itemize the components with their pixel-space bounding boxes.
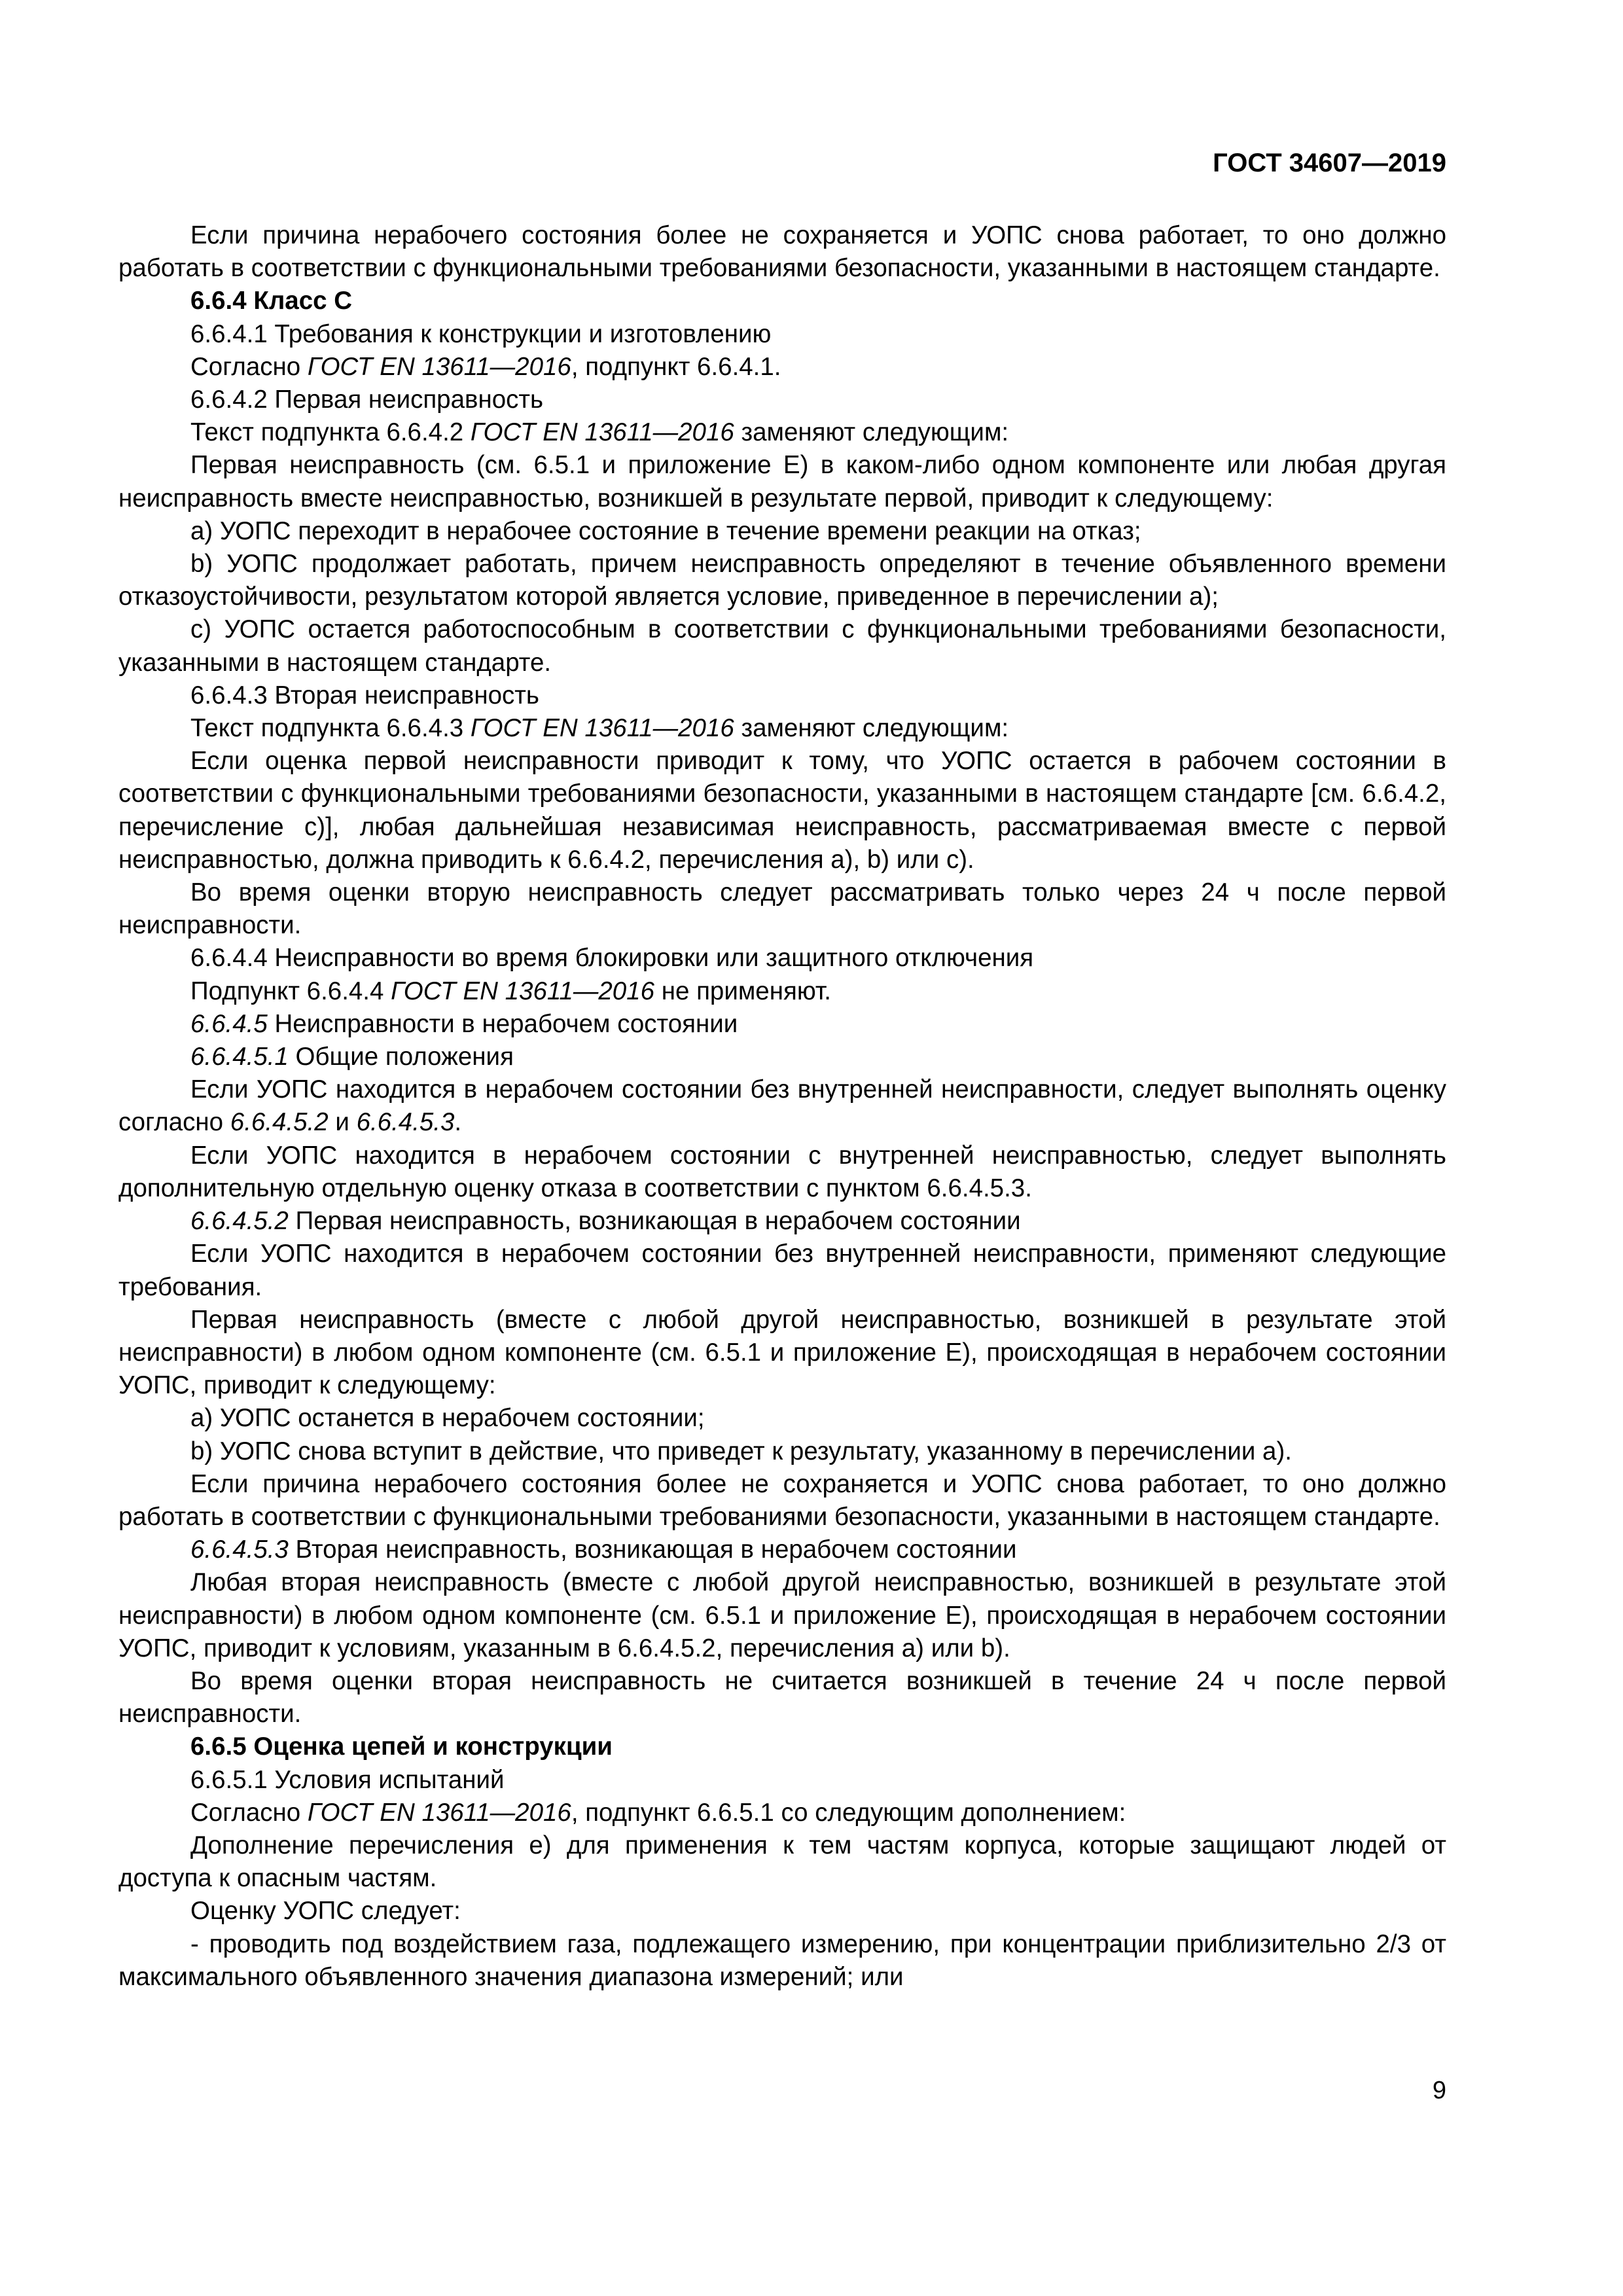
document-body bbox=[118, 219, 1446, 1994]
clause-number: 6.6.4.5.1 bbox=[190, 1043, 289, 1071]
standard-reference: ГОСТ EN 13611—2016 bbox=[307, 1798, 571, 1827]
subsection-title: 6.6.5.1 Условия испытаний bbox=[190, 1765, 505, 1794]
clause-reference: 6.6.4.5.3 bbox=[356, 1108, 455, 1137]
paragraph: Согласно ГОСТ EN 13611—2016, подпункт 6.6.5.1 со следующим дополнением: bbox=[190, 1798, 1126, 1827]
subsection-title: 6.6.4.5 Неисправности в нерабочем состоянии bbox=[190, 1009, 738, 1038]
paragraph: Первая неисправность (см. 6.5.1 и приложение Е) в каком-либо одном компоненте или любая другая неисправность вместе неисправностью, возникшей в результате первой, приводит к следующему: bbox=[118, 451, 1446, 512]
paragraph: Если УОПС находится в нерабочем состоянии с внутренней неисправностью, следует выполнять дополнительную отдельную оценку отказа в соответствии с пунктом 6.6.4.5.3. bbox=[118, 1141, 1446, 1202]
paragraph: Оценку УОПС следует: bbox=[190, 1897, 461, 1926]
standard-reference: ГОСТ EN 13611—2016 bbox=[307, 352, 571, 381]
clause-reference: 6.6.4.5.2 bbox=[230, 1108, 329, 1137]
paragraph: Любая вторая неисправность (вместе с любой другой неисправностью, возникшей в результате этой неисправности) в любом одном компоненте (см. 6.5.1 и приложение Е), происходящая в нерабочем состоянии УОПС, приводит к условиям, указанным в 6.6.4.5.2, перечисления а) или b). bbox=[118, 1568, 1446, 1662]
paragraph: Текст подпункта 6.6.4.2 ГОСТ EN 13611—2016 заменяют следующим: bbox=[190, 418, 1009, 447]
list-item: b) УОПС продолжает работать, причем неисправность определяют в течение объявленного времени отказоустойчивости, результатом которой является условие, приведенное в перечислении а); bbox=[118, 550, 1446, 611]
paragraph: Если УОПС находится в нерабочем состоянии без внутренней неисправности, применяют следующие требования. bbox=[118, 1240, 1446, 1301]
subsection-title: 6.6.4.5.2 Первая неисправность, возникающая в нерабочем состоянии bbox=[190, 1207, 1021, 1236]
clause-number: 6.6.4.5.3 bbox=[190, 1535, 289, 1564]
paragraph: Подпункт 6.6.4.4 ГОСТ EN 13611—2016 не применяют. bbox=[190, 977, 831, 1005]
list-item: b) УОПС снова вступит в действие, что приведет к результату, указанному в перечислении а). bbox=[190, 1437, 1292, 1465]
standard-reference: ГОСТ EN 13611—2016 bbox=[470, 714, 734, 743]
subsection-title: 6.6.4.5.3 Вторая неисправность, возникающая в нерабочем состоянии bbox=[190, 1535, 1017, 1564]
paragraph: Во время оценки вторая неисправность не считается возникшей в течение 24 ч после первой неисправности. bbox=[118, 1666, 1446, 1729]
clause-number: 6.6.4.5.2 bbox=[190, 1207, 289, 1236]
subsection-title: 6.6.4.5.1 Общие положения bbox=[190, 1043, 514, 1071]
paragraph: Текст подпункта 6.6.4.3 ГОСТ EN 13611—2016 заменяют следующим: bbox=[190, 714, 1009, 743]
paragraph: Согласно ГОСТ EN 13611—2016, подпункт 6.6.4.1. bbox=[190, 352, 781, 381]
standard-reference: ГОСТ EN 13611—2016 bbox=[470, 418, 734, 447]
section-heading-6-6-5: 6.6.5 Оценка цепей и конструкции bbox=[190, 1732, 613, 1761]
section-heading-6-6-4: 6.6.4 Класс С bbox=[190, 287, 353, 315]
paragraph: Первая неисправность (вместе с любой другой неисправностью, возникшей в результате этой неисправности) в любом одном компоненте (см. 6.5.1 и приложение Е), происходящая в нерабочем состоянии УОПС, приводит к следующему: bbox=[118, 1305, 1446, 1400]
paragraph: Если оценка первой неисправности приводит к тому, что УОПС остается в рабочем состоянии в соответствии с функциональными требованиями безопасности, указанными в настоящем стандарте [см. 6.6.4.2, перечисление с)], любая дальнейшая независимая неисправность, рассматриваемая вместе с первой неисправностью, должна приводить к 6.6.4.2, перечисления а), b) или с). bbox=[118, 747, 1446, 874]
paragraph: Дополнение перечисления е) для применения к тем частям корпуса, которые защищают людей от доступа к опасным частям. bbox=[118, 1831, 1446, 1893]
subsection-title: 6.6.4.3 Вторая неисправность bbox=[190, 681, 539, 709]
paragraph: Если причина нерабочего состояния более не сохраняется и УОПС снова работает, то оно должно работать в соответствии с функциональными требованиями безопасности, указанными в настоящем стандарте. bbox=[118, 221, 1446, 283]
subsection-title: 6.6.4.1 Требования к конструкции и изготовлению bbox=[190, 319, 772, 348]
paragraph: Во время оценки вторую неисправность следует рассматривать только через 24 ч после первой неисправности. bbox=[118, 878, 1446, 940]
paragraph: Если причина нерабочего состояния более не сохраняется и УОПС снова работает, то оно должно работать в соответствии с функциональными требованиями безопасности, указанными в настоящем стандарте. bbox=[118, 1469, 1446, 1531]
document-code: ГОСТ 34607—2019 bbox=[1213, 149, 1446, 177]
list-item: - проводить под воздействием газа, подлежащего измерению, при концентрации приблизительно 2/3 от максимального объявленного значения диапазона измерений; или bbox=[118, 1929, 1446, 1991]
list-item: с) УОПС остается работоспособным в соответствии с функциональными требованиями безопасности, указанными в настоящем стандарте. bbox=[118, 615, 1446, 677]
subsection-title: 6.6.4.2 Первая неисправность bbox=[190, 386, 544, 414]
clause-number: 6.6.4.5 bbox=[190, 1009, 268, 1038]
list-item: а) УОПС останется в нерабочем состоянии; bbox=[190, 1404, 705, 1433]
list-item: a) УОПС переходит в нерабочее состояние в течение времени реакции на отказ; bbox=[190, 516, 1141, 545]
page-number: 9 bbox=[1432, 2077, 1446, 2104]
standard-reference: ГОСТ EN 13611—2016 bbox=[391, 977, 654, 1005]
paragraph: Если УОПС находится в нерабочем состоянии без внутренней неисправности, следует выполнять оценку согласно 6.6.4.5.2 и 6.6.4.5.3. bbox=[118, 1075, 1446, 1137]
subsection-title: 6.6.4.4 Неисправности во время блокировки или защитного отключения bbox=[190, 944, 1034, 973]
